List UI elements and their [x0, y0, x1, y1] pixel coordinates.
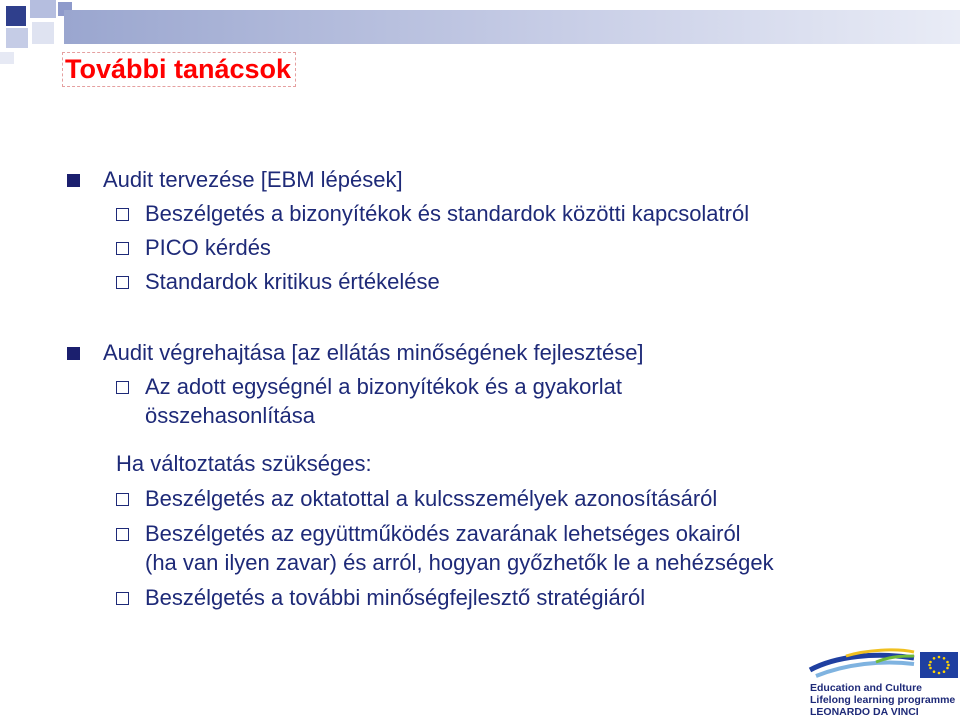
hollow-square-bullet-icon	[116, 276, 129, 289]
list-item: PICO kérdés	[145, 235, 271, 260]
list-item: Standardok kritikus értékelése	[145, 269, 440, 294]
eu-programme-logo	[806, 648, 958, 718]
hollow-square-bullet-icon	[116, 528, 129, 541]
logo-line-1: Education and Culture	[810, 682, 923, 694]
list-item-continuation: összehasonlítása	[145, 403, 315, 428]
square-bullet-icon	[67, 347, 80, 360]
list-item: Audit végrehajtása [az ellátás minőségének fejlesztése]	[103, 340, 644, 365]
hollow-square-bullet-icon	[116, 592, 129, 605]
list-item: Beszélgetés az oktatottal a kulcsszemélyek azonosításáról	[145, 486, 718, 511]
list-item-continuation: (ha van ilyen zavar) és arról, hogyan győzhetők le a nehézségek	[145, 550, 774, 575]
logo-line-3: LEONARDO DA VINCI	[810, 706, 919, 718]
list-item: Az adott egységnél a bizonyítékok és a gyakorlat	[145, 374, 622, 399]
list-item: Beszélgetés az együttműködés zavarának lehetséges okairól	[145, 521, 741, 546]
hollow-square-bullet-icon	[116, 242, 129, 255]
hollow-square-bullet-icon	[116, 493, 129, 506]
eu-flag-icon	[920, 652, 958, 678]
hollow-square-bullet-icon	[116, 381, 129, 394]
list-item: Beszélgetés a bizonyítékok és standardok közötti kapcsolatról	[145, 201, 750, 226]
list-item: Audit tervezése [EBM lépések]	[103, 167, 403, 192]
list-heading: Ha változtatás szükséges:	[116, 451, 372, 476]
swoosh-icon	[806, 648, 918, 682]
slide-title: További tanácsok	[62, 52, 296, 87]
hollow-square-bullet-icon	[116, 208, 129, 221]
logo-line-2: Lifelong learning programme	[810, 694, 956, 706]
list-item: Beszélgetés a további minőségfejlesztő stratégiáról	[145, 585, 646, 610]
square-bullet-icon	[67, 174, 80, 187]
